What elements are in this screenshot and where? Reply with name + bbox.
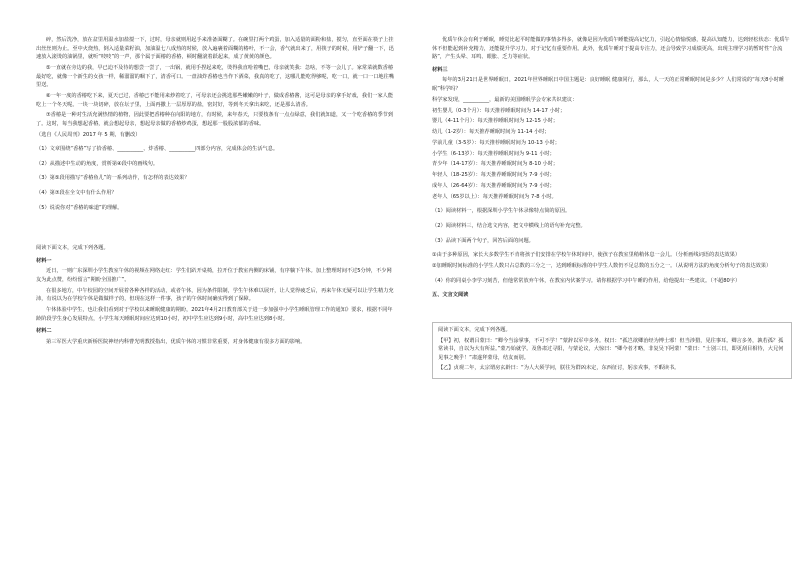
sleep-row: 青少年（14-17岁）：每天推荐睡眠时间为 8-10 小时； [432,161,559,168]
question-item: （2）阅读材料三，结合选文内容，把文中横线上的语句补充完整。 [432,222,586,229]
article-paragraph: ⑦香椿是一种对生活充满热情的植物，因此要把香椿种在向阳的地方，有时候，来年春天，只要枝条有一点点绿意，我们就知道，又一个吃香椿的季节到了。这时，每当我想起香椿，就会想起母亲，想起母亲做的香椿炒鸡蛋，想起那一股股浓郁的香味。 [36,112,394,127]
source-note: （选自《人民周刊》2017 年 5 期，有删改） [36,131,141,138]
classical-text-box [432,322,792,380]
material-fill-line: 科学家发现，__________，最新的美国睡眠学会专家共识建议： [432,96,578,103]
classical-passage-jia: 【甲】初，权谓吕蒙曰：“卿今当涂掌事，不可不学！”蒙辞以军中多务。权曰：“孤岂欲卿治经为博士邪！但当涉猎，见往事耳。卿言多务，孰若孤？孤常读书，自以为大有所益。”蒙乃始就学。及鲁肃过寻阳，与蒙论议，大惊曰：“卿今者才略，非复吴下阿蒙！”蒙曰：“士别三日，即更刮目相待，大兄何见事之晚乎！”肃遂拜蒙母，结友而别。 [438,337,784,361]
section-spacer [432,302,792,320]
section-title: 五、文言文阅读 [432,292,469,299]
sleep-row: 年轻人（18-25岁）：每天推荐睡眠时间为 7-9 小时； [432,172,555,179]
material-title: 材料一 [36,257,52,264]
right-column [432,36,792,383]
material-paragraph: 近日，一则广东深圳小学生教室午休的视频在网络走红：学生们趴开桌椅，拉开位于教室内侧的床铺，有序躺下午休。加上整理时间不过5分钟，不少网友为此点赞，纷纷留言“期盼全国推广”。 [36,268,392,284]
article-paragraph: ⑥一年一度的香椿吃下来，夏天已过，香椿已不能用来炒着吃了，可母亲还会挑选那些嫩嫩的叶子，做成香椿酱，这可是母亲的拿手好戏，我们一家人能吃上一个冬天呢。一块一块切碎，放在坛子里，上面再撒上一层厚厚的盐，密封好，等到冬天拿出来吃，还是那么清香。 [36,92,394,108]
reading-intro: 阅读下面文本，完成下列各题。 [36,245,109,252]
question-subitem: ①由于多种原因，家长大多数学生不肯将孩子们安排在学校午休时间中，使孩子在教室里稍稍休息一会儿。（分析画线词语的表达效果） [432,252,741,259]
question-item: （1）阅读材料一，根据深圳小学生午休录像特点简的原因。 [432,208,571,215]
classical-passage-yi: 【乙】贞观二年，太宗谓房玄龄曰：“为人大须学问，朕往为群凶未定，东西征讨，躬亲戎事，不暇读书。 [438,365,680,372]
sleep-row: 幼儿（1-2岁）：每天推荐睡眠时间为 11-14 小时； [432,129,550,136]
question-item: （2）从描述中生动的角度，赏析第④段中的画线句。 [36,160,159,167]
answer-space [36,218,396,244]
left-column [36,36,396,349]
sleep-row: 婴儿（4-11个月）：每天推荐睡眠时间为 12-15 小时； [432,118,559,125]
question-item: （3）第⑤段用描写“香椿鱼儿”的一系列动作，有怎样的表达效果？ [36,175,190,182]
material-paragraph: 在很多地方，中午校园的空间开展着各种各样的活动，或者午休，因为条件限制，学生午休难以展开，让人觉得疲乏后，再来午休无疑可以让学生精力充沛，有说以为在学校午休是做做样子的，但现在这样一件事，孩子的午休时间确实得到了保障。 [36,287,394,303]
sleep-row: 小学生（6-13岁）：每天推荐睡眠时间为 9-11 小时； [432,150,555,157]
sleep-row: 老年人（65岁以上）：每天推荐睡眠时间为 7-8 小时。 [432,193,557,200]
sleep-row: 成年人（26-64岁）：每天推荐睡眠时间为 7-9 小时； [432,183,555,189]
question-item: （5）说说你对“香椿的味道”的理解。 [36,204,123,211]
article-paragraph: 碎，然后洗净，放在盆里用温水加盐搅一下，过时，母亲就则用起手来准备面糊了。在碗里打两个鸡蛋，加入适量的面粉和盐，搅匀，直至面在筷子上挂出丝丝则为止。至中火烧热，倒入适量菜籽油，加油温七八成热的时候，放入遍裹着面糊的椿叶，不一会，香气就出来了，用筷子的时候，用铲子翻一下，迅速放入滚烫的油锅里，就听“吱吱”的一声，那个属于面椿的香椿，顿时翻滚着跃起来，成了黄黄的颜色。 [36,37,394,61]
material-paragraph: 每年的3月21日是世界睡眠日，2021年世界睡眠日中国主题是：良好睡眠 健康同行，那么，人一天的正常睡眠时间是多少？人们常说的“每天8小时睡眠”科学吗？ [432,77,784,92]
material-paragraph: 第三军医大学重庆新桥医院神经内科曹光明教授指出，优质午休的习惯非常重要，对身体健康有很多方面的影响。 [46,338,306,345]
question-item: （3）品读下面两个句子，回答后面的问题。 [432,237,534,244]
sleep-row: 初生婴儿（0-3个月）：每天推荐睡眠时间为 14-17 小时； [432,107,566,114]
question-item: （4）你的同桌小李学习刻苦，但他常常放弃午休，在教室内伏案学习。请你根据学习中午睡的作用，给他提出一些建议。（不超80字） [432,277,741,284]
question-item: （1）文章围绕“香椿”写了拾香椿、__________、炸香椿、__________四部分内容，完成体会的生活气息。 [36,146,279,153]
material-paragraph: 优质午休会有利于睡眠，睡觉比起平时能做的事情多得多，就像是因为优质午睡能提高记忆力，引起心情愉悦感，提高认知能力，达到轻松状态：优质午休不但能起到补充精力，还能提升学习力，对于记忆有重要作用。此外，优质午睡对于提高专注力，还会导致学习成绩更高，出现主理学习的暂时性“合流路”，产生头晕、耳鸣、眼胀、乏力等症状。 [432,37,790,61]
sleep-recommendation-list [432,107,792,202]
material-title: 材料二 [36,328,52,335]
classical-intro: 阅读下面文本，完成下列各题。 [438,326,511,333]
material-paragraph: 午休体验中学生，也让我们看到对于学校以来睡眠健康的期盼，2021年4月2日教育部关于进一步加强中小学生睡眠管理工作的通知》要求，根据不同年龄阶段学生身心发展特点，小学生每天睡眠时间应达到10小时，初中学生应达到9小时，高中生应达到8小时。 [36,307,393,322]
sleep-row: 学前儿童（3-5岁）：每天推荐睡眠时间为 10-13 小时； [432,139,560,146]
question-item: （4）第⑦段在全文中有什么作用？ [36,190,117,197]
article-paragraph: ⑤一直就在旁边的我，早已迫不及待的想尝一尝了，一出锅，就用手捏起来吃，烫得我直哈着嘴巴，母亲就笑我：急啥，不等一会儿了。家常菜就数香椿最好吃，就像一个新生的女孩一样，稀溜溜的咽下了，清香可口。一盘油炸香椿也当作下酒菜，我真的吃了，这哪儿能吃得够呢，吃一口，就一口一口地往嘴里送。 [36,64,394,89]
material-title: 材料三 [432,66,448,73]
question-subitem: ②加睡眠时间标准的小学生人数只占总数的三分之一，达到睡眠标准的中学生人数仍不足总数的五分之一。（从说明方法的角度分析句子的表达效果） [432,262,772,269]
